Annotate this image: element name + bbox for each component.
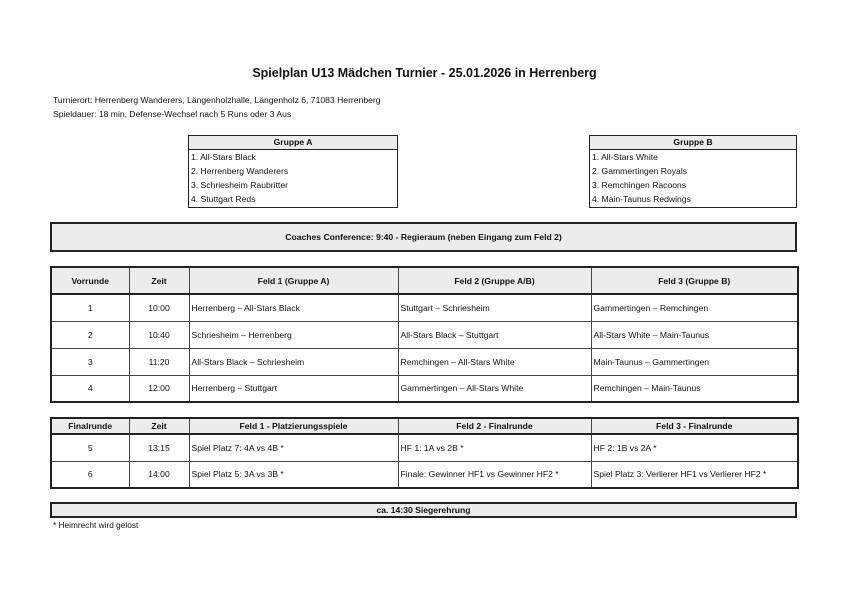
header-finalrunde: Finalrunde — [51, 418, 129, 434]
header-zeit: Zeit — [129, 418, 189, 434]
table-row — [51, 461, 798, 488]
group-b-team: 4. Main-Taunus Redwings — [592, 194, 691, 204]
time-cell: 10:40 — [129, 321, 189, 348]
tournament-location: Turnierort: Herrenberg Wanderers, Längenholzhalle, Längenholz 6, 71083 Herrenberg — [53, 95, 381, 105]
header-feld-2: Feld 2 (Gruppe A/B) — [398, 267, 591, 294]
table-row — [51, 375, 798, 402]
header-feld-3: Feld 3 (Gruppe B) — [591, 267, 798, 294]
match-cell: Remchingen – Main-Taunus — [591, 375, 798, 402]
match-cell: All-Stars Black – Stuttgart — [398, 321, 591, 348]
header-feld-1: Feld 1 (Gruppe A) — [189, 267, 398, 294]
finalrunde-header-row — [51, 418, 798, 434]
header-zeit: Zeit — [129, 267, 189, 294]
match-cell: All-Stars White – Main-Taunus — [591, 321, 798, 348]
footnote: * Heimrecht wird gelost — [53, 520, 139, 530]
group-b-team: 2. Gammertingen Royals — [592, 166, 688, 176]
match-cell: HF 1: 1A vs 2B * — [398, 434, 591, 461]
match-cell: Schriesheim – Herrenberg — [189, 321, 398, 348]
header-vorrunde: Vorrunde — [51, 267, 129, 294]
table-row — [51, 294, 798, 321]
group-a-box — [188, 135, 398, 208]
group-a-title: Gruppe A — [189, 136, 397, 150]
match-cell: HF 2: 1B vs 2A * — [591, 434, 798, 461]
match-cell: Spiel Platz 5: 3A vs 3B * — [189, 461, 398, 488]
time-cell: 11:20 — [129, 348, 189, 375]
match-cell: Herrenberg – Stuttgart — [189, 375, 398, 402]
group-a-team: 3. Schriesheim Raubritter — [191, 180, 288, 190]
time-cell: 12:00 — [129, 375, 189, 402]
round-number: 3 — [51, 348, 129, 375]
match-cell: Main-Taunus – Gammertingen — [591, 348, 798, 375]
coaches-conference-banner: Coaches Conference: 9:40 - Regieraum (neben Eingang zum Feld 2) — [50, 222, 797, 252]
vorrunde-header-row — [51, 267, 798, 294]
group-a-team: 1. All-Stars Black — [191, 152, 256, 162]
group-a-team: 4. Stuttgart Reds — [191, 194, 256, 204]
round-number: 2 — [51, 321, 129, 348]
group-b-team: 3. Remchingen Racoons — [592, 180, 687, 190]
match-cell: Spiel Platz 3: Verlierer HF1 vs Verlierer HF2 * — [591, 461, 798, 488]
header-feld-1: Feld 1 - Platzierungsspiele — [189, 418, 398, 434]
group-a-team: 2. Herrenberg Wanderers — [191, 166, 289, 176]
round-number: 1 — [51, 294, 129, 321]
round-number: 6 — [51, 461, 129, 488]
match-cell: Gammertingen – Remchingen — [591, 294, 798, 321]
match-cell: Herrenberg – All-Stars Black — [189, 294, 398, 321]
award-ceremony-banner: ca. 14:30 Siegerehrung — [50, 502, 797, 518]
page-title: Spielplan U13 Mädchen Turnier - 25.01.2026 in Herrenberg — [252, 66, 597, 80]
time-cell: 10:00 — [129, 294, 189, 321]
time-cell: 13:15 — [129, 434, 189, 461]
match-cell: All-Stars Black – Schriesheim — [189, 348, 398, 375]
table-row — [51, 434, 798, 461]
table-row — [51, 321, 798, 348]
group-b-title: Gruppe B — [590, 136, 796, 150]
match-cell: Stuttgart – Schriesheim — [398, 294, 591, 321]
finalrunde-table — [50, 417, 799, 489]
vorrunde-table — [50, 266, 799, 403]
match-cell: Finale: Gewinner HF1 vs Gewinner HF2 * — [398, 461, 591, 488]
time-cell: 14:00 — [129, 461, 189, 488]
header-feld-2: Feld 2 - Finalrunde — [398, 418, 591, 434]
header-feld-3: Feld 3 - Finalrunde — [591, 418, 798, 434]
match-cell: Gammertingen – All-Stars White — [398, 375, 591, 402]
game-duration: Spieldauer: 18 min, Defense-Wechsel nach 5 Runs oder 3 Aus — [53, 109, 292, 119]
group-b-box — [589, 135, 797, 208]
table-row — [51, 348, 798, 375]
match-cell: Remchingen – All-Stars White — [398, 348, 591, 375]
group-b-team: 1. All-Stars White — [592, 152, 658, 162]
round-number: 5 — [51, 434, 129, 461]
round-number: 4 — [51, 375, 129, 402]
match-cell: Spiel Platz 7: 4A vs 4B * — [189, 434, 398, 461]
